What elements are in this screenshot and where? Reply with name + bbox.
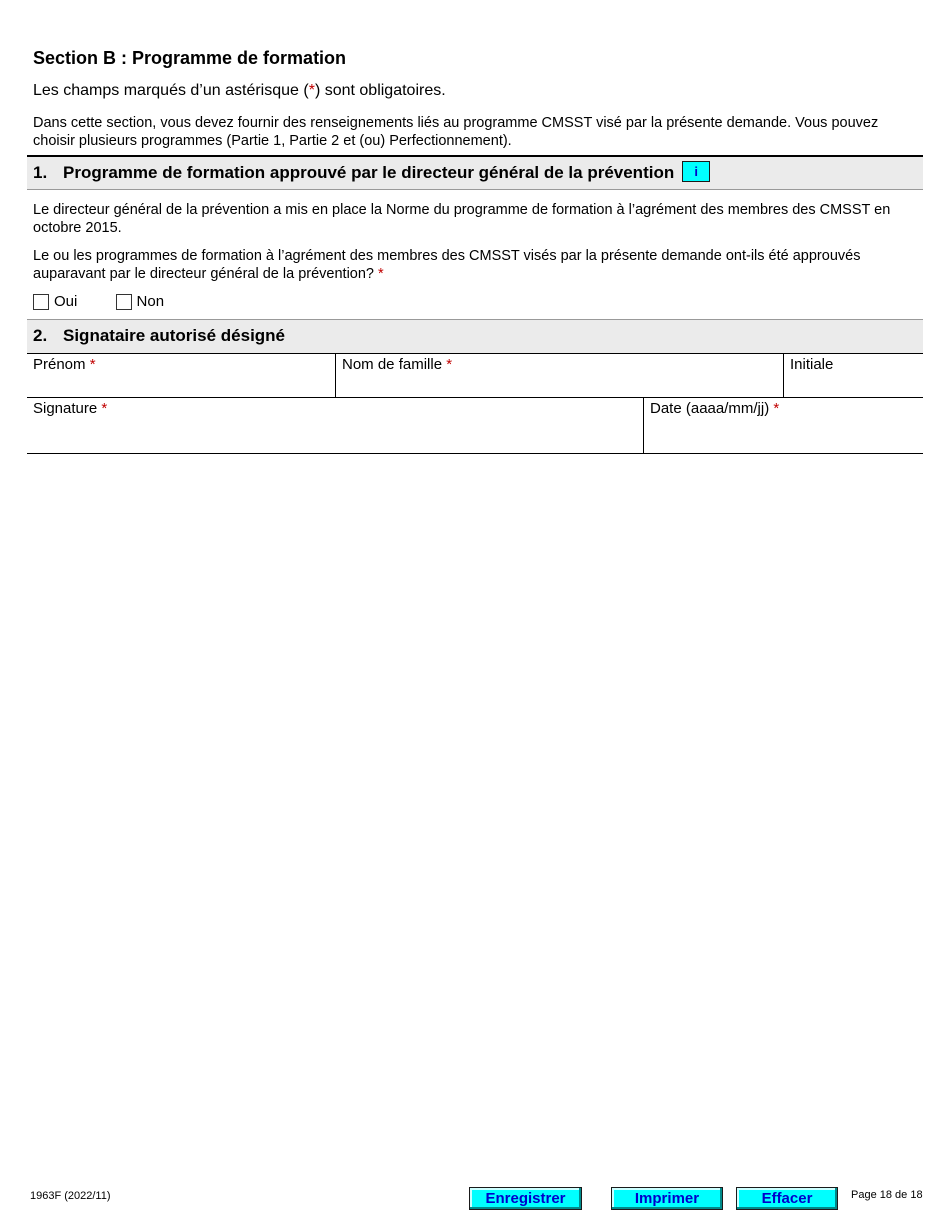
clear-button[interactable]: Effacer (736, 1187, 838, 1210)
initial-field[interactable]: Initiale (783, 354, 923, 397)
option-oui[interactable]: Oui (33, 293, 77, 310)
page-number: Page 18 de 18 (851, 1189, 923, 1201)
name-row (27, 354, 923, 398)
save-button[interactable]: Enregistrer (469, 1187, 582, 1210)
option-non[interactable]: Non (116, 293, 165, 310)
part1-title: Programme de formation approuvé par le directeur général de la prévention (63, 163, 675, 182)
section-title: Section B : Programme de formation (33, 48, 347, 68)
checkbox-non[interactable] (116, 294, 132, 310)
mandatory-note: Les champs marqués d’un astérisque (*) sont obligatoires. (33, 82, 446, 99)
part1-question: Le ou les programmes de formation à l’agrément des membres des CMSST visés par la présente demande ont-ils été approuvés auparavant par le directeur général de la prévention? * (33, 248, 861, 282)
approval-choices (33, 293, 198, 314)
asterisk: * (308, 82, 315, 99)
form-code: 1963F (2022/11) (30, 1190, 111, 1202)
section-intro: Dans cette section, vous devez fournir des renseignements liés au programme CMSST visé par la présente demande. Vous pouvez choisir plusieurs programmes (Partie 1, Partie 2 et (ou) Perfectionnement). (33, 115, 879, 149)
info-icon[interactable]: i (682, 161, 710, 182)
part2-header: 2. Signataire autorisé désigné (27, 319, 923, 354)
first-name-field[interactable]: Prénom * (33, 356, 96, 373)
signature-row (27, 398, 923, 454)
checkbox-oui[interactable] (33, 294, 49, 310)
last-name-field[interactable]: Nom de famille * (335, 354, 783, 397)
part2-title: Signataire autorisé désigné (63, 326, 286, 345)
print-button[interactable]: Imprimer (611, 1187, 723, 1210)
part1-header: 1. Programme de formation approuvé par le directeur général de la prévention i (27, 155, 923, 190)
part1-paragraph: Le directeur général de la prévention a mis en place la Norme du programme de formation à l’agrément des membres des CMSST en octobre 2015. (33, 202, 891, 236)
signature-field[interactable]: Signature * (33, 400, 108, 417)
date-field[interactable]: Date (aaaa/mm/jj) * (643, 398, 923, 453)
